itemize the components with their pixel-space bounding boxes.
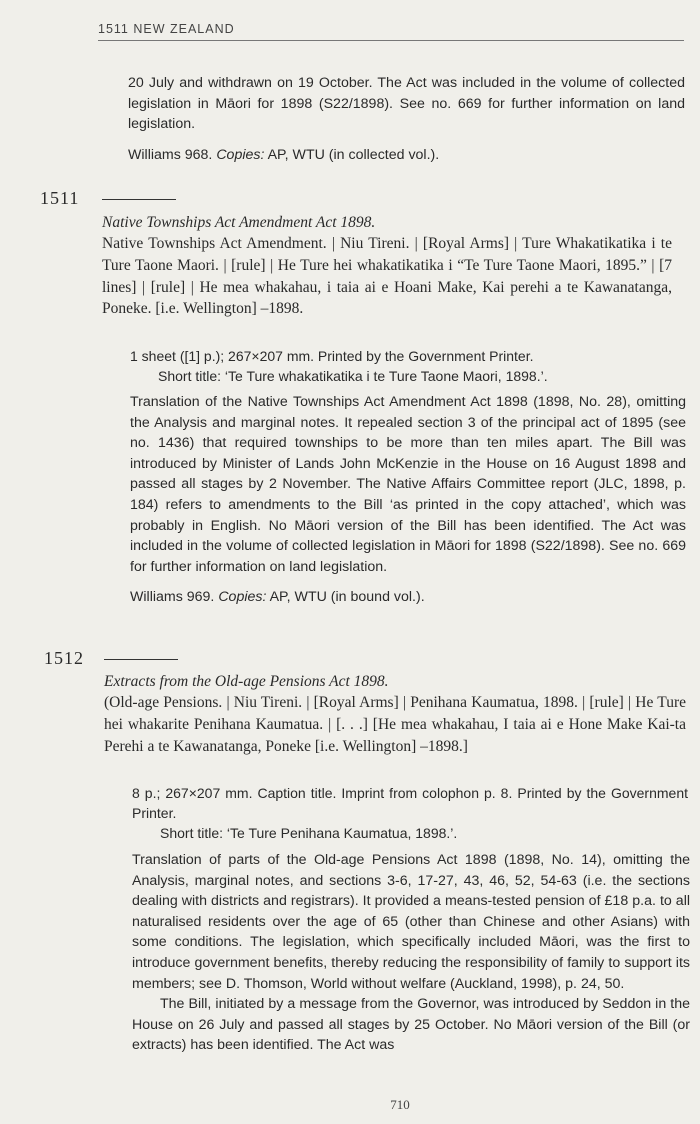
entry-1512-short-title: Short title: ‘Te Ture Penihana Kaumatua, 1898.’. xyxy=(160,825,458,841)
entry-1511-williams: Williams 969. Copies: AP, WTU (in bound vol.). xyxy=(130,589,425,606)
intro-text: 20 July and withdrawn on 19 October. The Act was included in the volume of collected legislation in Māori for 1898 (S22/1898). See no. 669 for further information on land legislation. xyxy=(128,75,685,133)
entry-1512 xyxy=(104,671,686,757)
entry-1512-description: (Old-age Pensions. | Niu Tireni. | [Royal Arms] | Penihana Kaumatua, 1898. | [rule] | He Ture hei whakarite Penihana Kaumatua. | [. . .] [He mea whakahau, I taia ai e Hone Make Kai-ta Perehi a te Kawanatanga, Poneke [i.e. Wellington] –1898.] xyxy=(104,694,686,755)
entry-dash-1512 xyxy=(104,659,178,660)
entry-1512-note xyxy=(132,850,690,1056)
entry-1512-title: Extracts from the Old-age Pensions Act 1898. xyxy=(104,673,389,690)
entry-1511-title: Native Townships Act Amendment Act 1898. xyxy=(102,214,376,231)
entry-1511-physical: 1 sheet ([1] p.); 267×207 mm. Printed by the Government Printer. Short title: ‘Te Ture whakatikatika i te Ture Taone Maori, 1898.’. xyxy=(130,346,686,386)
entry-1511-short-title: Short title: ‘Te Ture whakatikatika i te Ture Taone Maori, 1898.’. xyxy=(158,368,548,384)
entry-dash-1511 xyxy=(102,199,176,200)
entry-number-1511: 1511 xyxy=(40,188,80,208)
running-head: 1511 NEW ZEALAND xyxy=(98,22,684,41)
intro-paragraph xyxy=(128,73,685,165)
entry-1512-note-2: The Bill, initiated by a message from the Governor, was introduced by Seddon in the House on 26 July and passed all stages by 25 October. No Māori version of the Bill (or extracts) has been identified. The Act was xyxy=(132,996,690,1054)
entry-1512-note-1: Translation of parts of the Old-age Pensions Act 1898 (1898, No. 14), omitting the Analysis, marginal notes, and sections 3-6, 17-27, 43, 46, 52, 54-63 (i.e. the sections dealing with districts and registrars). It provided a means-tested pension of £18 p.a. to all naturalised residents over the age of 65 (other than Chinese and other Asians) with some conditions. The legislation, which specifically included Māori, was the first to introduce government benefits, thereby reducing the responsibility of family to support its members; see D. Thomson, World without welfare (Auckland, 1998), p. 24, 50. xyxy=(132,852,690,992)
page-number: 710 xyxy=(390,1097,410,1112)
entry-1511-note: Translation of the Native Townships Act Amendment Act 1898 (1898, No. 28), omitting the Analysis and marginal notes. It repealed section 3 of the principal act of 1895 (see no. 1436) that required townships to be more than ten miles apart. The Bill was introduced by Minister of Lands John McKenzie in the House on 16 August 1898 and passed all stages by 2 November. The Native Affairs Committee report (JLC, 1898, p. 184) refers to amendments to the Bill ‘as printed in the copy attached’, which was probably in English. No Māori version of the Bill has been identified. The Act was included in the volume of collected legislation in Māori for 1898 (S22/1898). See no. 669 for further information on land legislation. Williams 969. Copies: AP, WTU (in bound vol.). xyxy=(130,392,686,608)
entry-1511 xyxy=(102,212,672,320)
entry-number-1512: 1512 xyxy=(44,648,84,668)
entry-1512-physical: 8 p.; 267×207 mm. Caption title. Imprint from colophon p. 8. Printed by the Government Printer. Short title: ‘Te Ture Penihana Kaumatua, 1898.’. xyxy=(132,785,688,841)
intro-williams: Williams 968. Copies: AP, WTU (in collected vol.). xyxy=(128,146,440,163)
entry-1511-description: Native Townships Act Amendment. | Niu Tireni. | [Royal Arms] | Ture Whakatikatika i te Ture Taone Maori. | [rule] | He Ture hei whakatikatika i “Te Ture Taone Maori, 1895.” | [7 lines] | [rule] | He mea whakahau, i taia ai e Hoani Make, Kai perehi a te Kawanatanga, Poneke. [i.e. Wellington] –1898. xyxy=(102,235,672,318)
